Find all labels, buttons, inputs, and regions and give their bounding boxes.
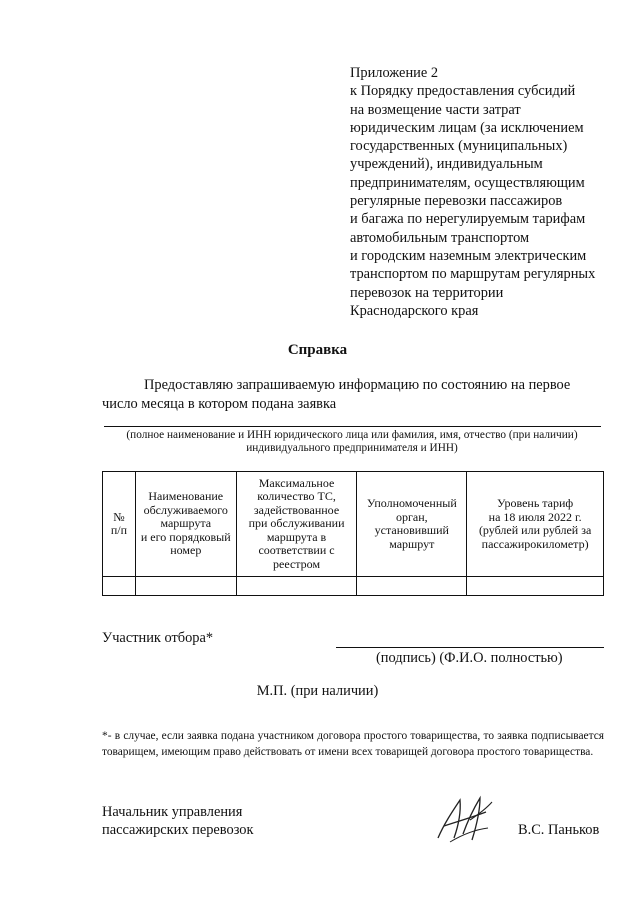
footnote: *- в случае, если заявка подана участником договора простого товарищества, то заявка подписывается товарищем, имеющим право действовать от имени всех товарищей договора простого товарищества. — [102, 730, 604, 758]
document-title: Справка — [287, 342, 348, 358]
routes-table — [102, 471, 604, 596]
header-text: пассажирокилометр) — [481, 536, 589, 551]
table-cell[interactable] — [103, 577, 136, 596]
header-text: при обслуживании — [248, 516, 345, 531]
chief-line: Начальник управления — [102, 804, 243, 820]
applicant-caption-line: индивидуального предпринимателя и ИНН) — [246, 442, 458, 454]
applicant-caption-line: (полное наименование и ИНН юридического лица или фамилия, имя, отчество (при наличии) — [126, 429, 578, 441]
header-text: задействованное — [253, 502, 340, 517]
chief-line: пассажирских перевозок — [102, 822, 254, 838]
header-text: установивший — [374, 523, 449, 537]
appendix-line: Приложение 2 — [350, 65, 439, 81]
header-text: Уполномоченный — [366, 496, 457, 510]
applicant-caption — [102, 429, 602, 455]
header-text: орган, — [395, 509, 428, 524]
applicant-fill-line — [104, 426, 601, 427]
chief-position — [102, 803, 254, 839]
appendix-block — [350, 64, 630, 320]
header-cell-authority — [357, 472, 467, 577]
header-cell-tariff — [467, 472, 604, 577]
table-cell[interactable] — [467, 577, 604, 596]
header-text: № — [113, 509, 125, 524]
header-text: Максимальное — [258, 475, 335, 490]
appendix-line: транспортом по маршрутам регулярных — [350, 266, 596, 283]
appendix-line: предпринимателям, осуществляющим — [350, 174, 585, 191]
table-cell[interactable] — [135, 577, 236, 596]
header-text: маршрута — [160, 516, 212, 531]
signature-caption: (подпись) (Ф.И.О. полностью) — [376, 650, 563, 666]
appendix-line: и багажа по нерегулируемым тарифам — [350, 211, 586, 228]
appendix-line: на возмещение части затрат — [350, 101, 521, 118]
signature-icon — [430, 790, 500, 850]
header-cell-max-vehicles — [236, 472, 357, 577]
appendix-line: Краснодарского края — [350, 302, 479, 319]
header-cell-number — [103, 472, 136, 577]
handwritten-signature — [430, 790, 500, 855]
table-header-row — [103, 472, 604, 577]
header-text: п/п — [110, 523, 127, 537]
intro-line: число месяца в котором подана заявка — [102, 395, 337, 412]
header-text: и его порядковый — [140, 529, 231, 544]
header-text: Уровень тариф — [497, 496, 574, 510]
appendix-line: перевозок на территории — [350, 284, 504, 301]
intro-line: Предоставляю запрашиваемую информацию по состоянию на первое — [144, 377, 571, 393]
signature-line — [336, 647, 604, 648]
header-text: номер — [170, 543, 202, 558]
appendix-line: регулярные перевозки пассажиров — [350, 193, 563, 210]
intro-paragraph — [102, 376, 602, 413]
stamp-label: М.П. (при наличии) — [256, 683, 379, 699]
participant-label: Участник отбора* — [102, 630, 214, 646]
table-row — [103, 577, 604, 596]
header-text: соответствии с — [258, 543, 335, 558]
header-text: (рублей или рублей за — [478, 523, 592, 537]
header-text: количество ТС, — [257, 489, 336, 504]
header-text: маршрута в — [266, 529, 327, 544]
appendix-line: к Порядку предоставления субсидий — [350, 83, 576, 100]
header-text: маршрут — [389, 536, 435, 551]
appendix-line: и городским наземным электрическим — [350, 247, 587, 264]
signer-name: В.С. Паньков — [518, 822, 600, 838]
table-cell[interactable] — [236, 577, 357, 596]
appendix-line: автомобильным транспортом — [350, 229, 530, 246]
header-text: обслуживаемого — [143, 502, 228, 517]
header-text: на 18 июля 2022 г. — [488, 509, 582, 524]
table-cell[interactable] — [357, 577, 467, 596]
appendix-line: государственных (муниципальных) — [350, 138, 568, 155]
header-text: Наименование — [148, 489, 224, 504]
appendix-line: учреждений), индивидуальным — [350, 156, 543, 173]
header-text: реестром — [273, 556, 321, 571]
appendix-line: юридическим лицам (за исключением — [350, 119, 584, 136]
header-cell-route-name — [135, 472, 236, 577]
